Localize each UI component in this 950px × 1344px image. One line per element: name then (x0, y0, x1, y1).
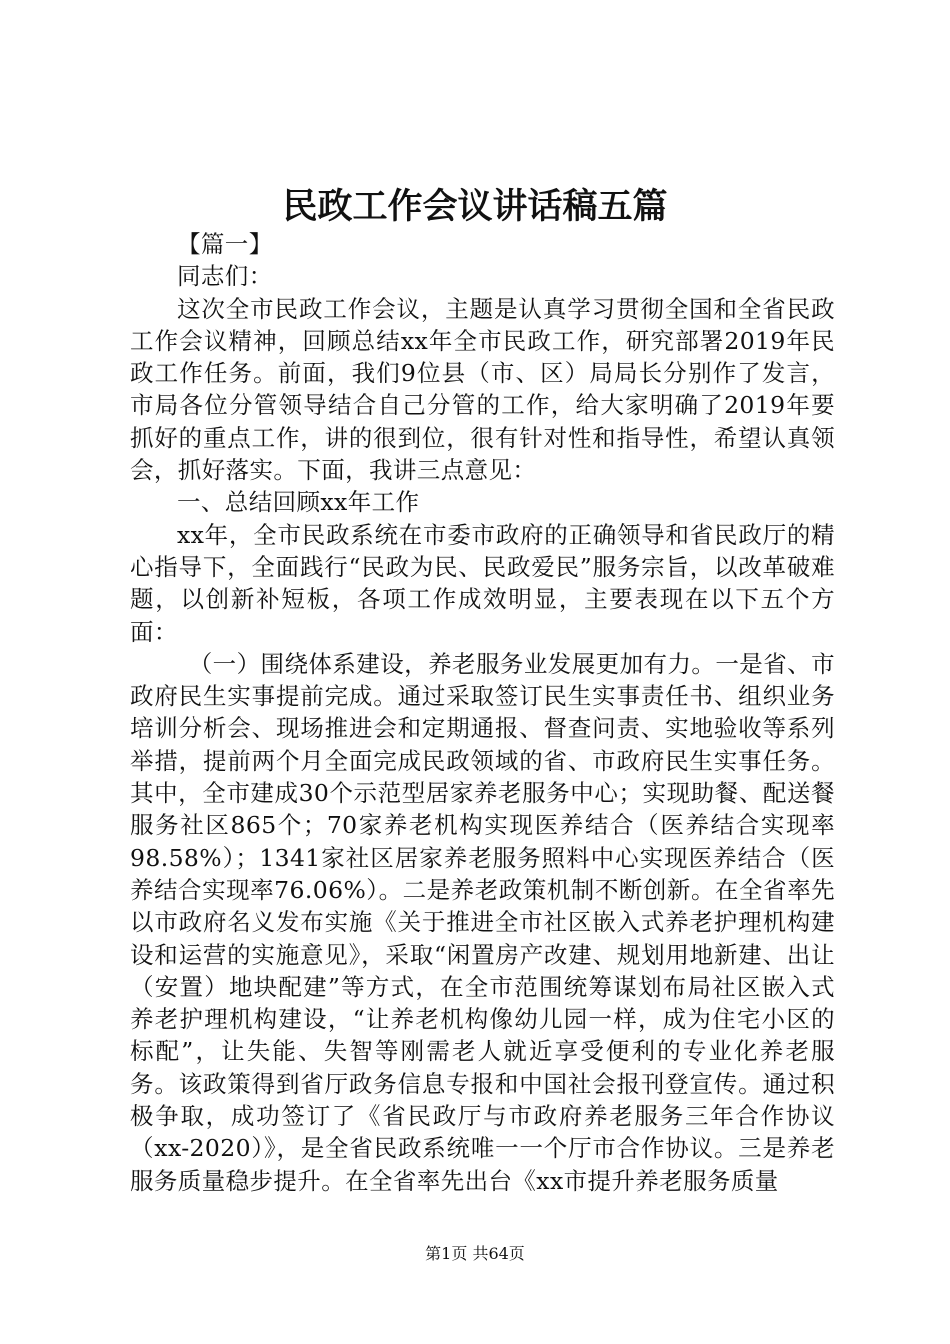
paragraph-elderly-care: （一）围绕体系建设，养老服务业发展更加有力。一是省、市政府民生实事提前完成。通过采取签订民生实事责任书、组织业务培训分析会、现场推进会和定期通报、督查问责、实地验收等系列举措，提前两个月全面完成民政领域的省、市政府民生实事任务。其中，全市建成30个示范型居家养老服务中心；实现助餐、配送餐服务社区865个；70家养老机构实现医养结合（医养结合实现率98.58%）；1341家社区居家养老服务照料中心实现医养结合（医养结合实现率76.06%）。二是养老政策机制不断创新。在全省率先以市政府名义发布实施《关于推进全市社区嵌入式养老护理机构建设和运营的实施意见》，采取“闲置房产改建、规划用地新建、出让（安置）地块配建”等方式，在全市范围统筹谋划布局社区嵌入式养老护理机构建设，“让养老机构像幼儿园一样，成为住宅小区的标配”，让失能、失智等刚需老人就近享受便利的专业化养老服务。该政策得到省厅政务信息专报和中国社会报刊登宣传。通过积极争取，成功签订了《省民政厅与市政府养老服务三年合作协议（xx-2020）》，是全省民政系统唯一一个厅市合作协议。三是养老服务质量稳步提升。在全省率先出台《xx市提升养老服务质量 (130, 649, 835, 1195)
salutation: 同志们： (177, 262, 273, 291)
paragraph-intro: 这次全市民政工作会议，主题是认真学习贯彻全国和全省民政工作会议精神，回顾总结xx年全市民政工作，研究部署2019年民政工作任务。前面，我们9位县（市、区）局局长分别作了发言，市局各位分管领导结合自己分管的工作，给大家明确了2019年要抓好的重点工作，讲的很到位，很有针对性和指导性，希望认真领会，抓好落实。下面，我讲三点意见： (130, 294, 835, 485)
section-heading-part-one: 【篇一】 (177, 230, 273, 258)
document-body (130, 228, 835, 1197)
page-footer: 第1页 共64页 (425, 1244, 525, 1263)
document-title: 民政工作会议讲话稿五篇 (282, 186, 668, 227)
paragraph-review-summary: xx年，全市民政系统在市委市政府的正确领导和省民政厅的精心指导下，全面践行“民政为民、民政爱民”服务宗旨，以改革破难题，以创新补短板，各项工作成效明显，主要表现在以下五个方面： (130, 520, 835, 646)
section-heading-review: 一、总结回顾xx年工作 (177, 488, 420, 517)
